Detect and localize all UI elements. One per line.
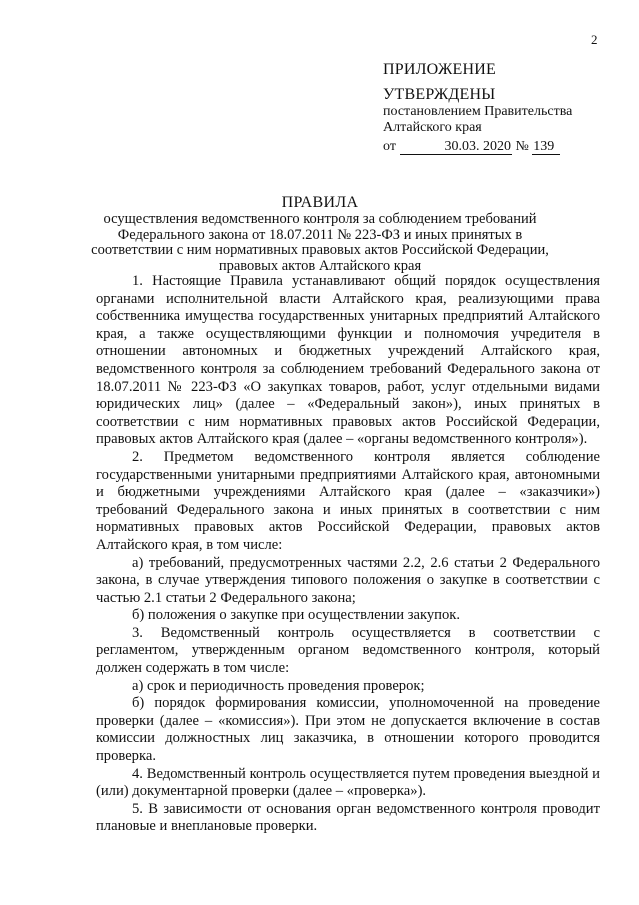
approved-by-region: Алтайского края bbox=[383, 120, 482, 135]
document-title-block bbox=[80, 194, 560, 274]
paragraph-4: 4. Ведомственный контроль осуществляется путем проведения выездной и (или) документарной проверки (далее – «проверка»). bbox=[96, 765, 600, 800]
document-body bbox=[96, 273, 600, 836]
number-sign: № bbox=[515, 139, 529, 154]
approval-stamp bbox=[383, 60, 623, 156]
paragraph-2: 2. Предметом ведомственного контроля является соблюдение государственными унитарными предприятиями Алтайского края, автономными и бюджетными учреждениями Алтайского края (далее – «заказчики») требований Федерального закона и иных принятых в соответствии с ним нормативных правовых актов Российской Федерации, правовых актов Алтайского края, в том числе: bbox=[96, 448, 600, 553]
paragraph-5: 5. В зависимости от основания орган ведомственного контроля проводит плановые и внеплановые проверки. bbox=[96, 800, 600, 835]
paragraph-3b: б) порядок формирования комиссии, уполномоченной на проведение проверки (далее – «комиссия»). При этом не допускается включение в состав комиссии должностных лиц заказчика, в отношении которого проводится проверка. bbox=[96, 695, 600, 765]
paragraph-2a: а) требований, предусмотренных частями 2.2, 2.6 статьи 2 Федерального закона, в случае утверждения типового положения о закупке в соответствии с частью 2.1 статьи 2 Федерального закона; bbox=[96, 554, 600, 606]
paragraph-1: 1. Настоящие Правила устанавливают общий порядок осуществления органами исполнительной власти Алтайского края, реализующими права собственника имущества государственных унитарных предприятий Алтайского края, а также осуществляющими функции и полномочия учредителя в отношении автономных и бюджетных учреждений Алтайского края, ведомственного контроля за соблюдением требований Федерального закона от 18.07.2011 № 223-ФЗ «О закупках товаров, работ, услуг отдельными видами юридических лиц» (далее – «Федеральный закон»), иных принятых в соответствии с ним нормативных правовых актов Российской Федерации, правовых актов Алтайского края (далее – «органы ведомственного контроля»). bbox=[96, 273, 600, 448]
paragraph-3: 3. Ведомственный контроль осуществляется в соответствии с регламентом, утвержденным органом ведомственного контроля, который должен содержать в том числе: bbox=[96, 624, 600, 677]
page-number: 2 bbox=[591, 32, 598, 47]
approved-by-line: постановлением Правительства bbox=[383, 104, 573, 119]
paragraph-3a: а) срок и периодичность проведения проверок; bbox=[132, 677, 425, 694]
appendix-heading: ПРИЛОЖЕНИЕ bbox=[383, 61, 497, 78]
from-label: от bbox=[383, 139, 396, 154]
document-subtitle: осуществления ведомственного контроля за соблюдением требований Федерального закона от 18.07.2011 № 223-ФЗ и иных принятых в соответствии с ним нормативных правовых актов Российской Федерации, правовых актов Алтайского края bbox=[91, 211, 549, 274]
approval-date: 30.03. 2020 bbox=[400, 139, 512, 155]
approved-heading: УТВЕРЖДЕНЫ bbox=[383, 86, 496, 103]
approval-date-line bbox=[383, 138, 623, 156]
paragraph-2b: б) положения о закупке при осуществлении закупок. bbox=[132, 607, 460, 624]
approval-number: 139 bbox=[532, 139, 560, 155]
document-title: ПРАВИЛА bbox=[281, 194, 359, 211]
